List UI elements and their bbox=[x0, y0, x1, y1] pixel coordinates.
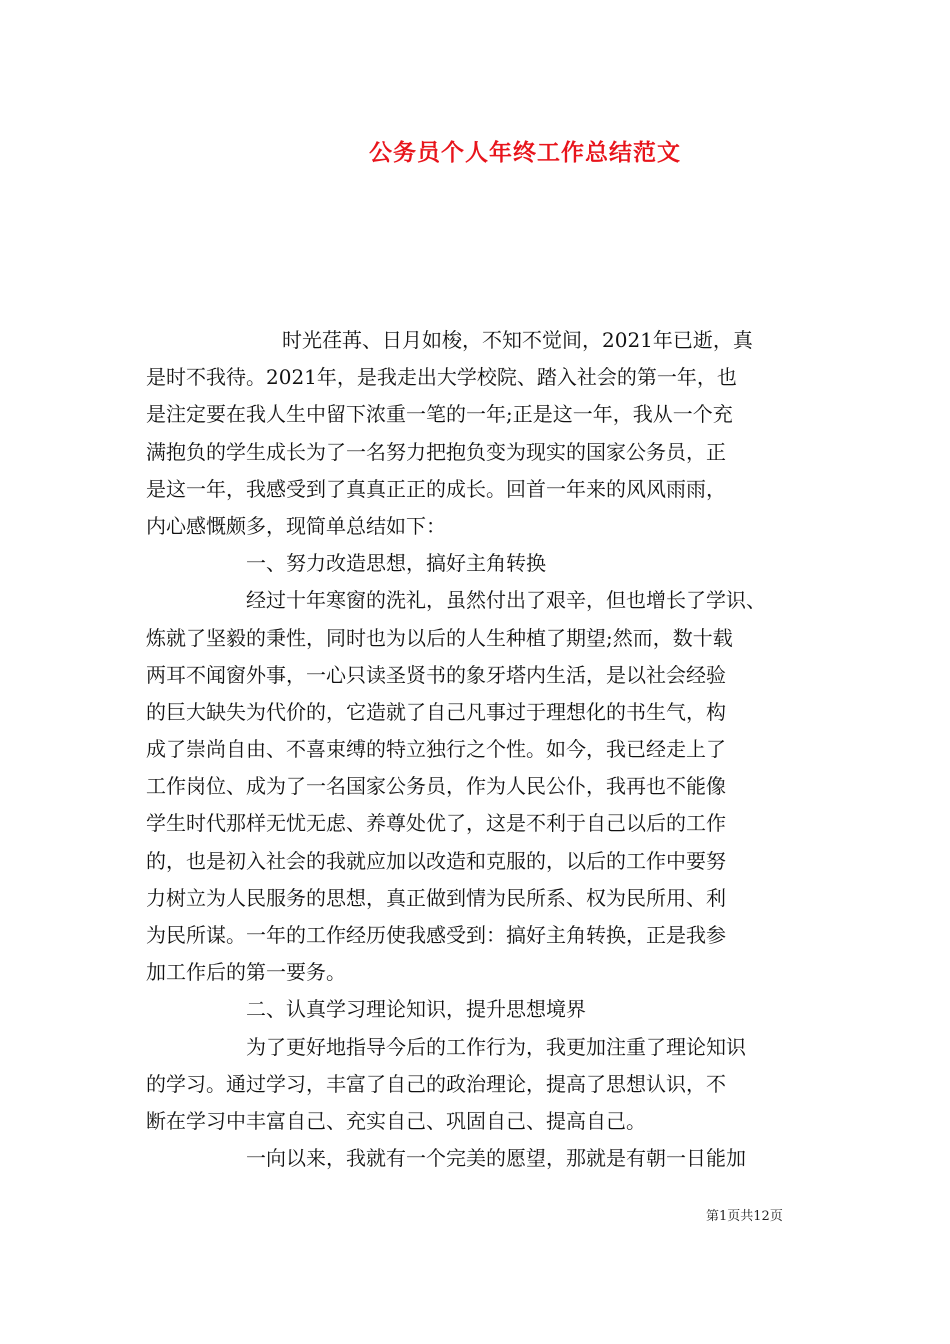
paragraph-line: 成了崇尚自由、不喜束缚的特立独行之个性。如今，我已经走上了 bbox=[146, 737, 726, 762]
paragraph-line: 的学习。通过学习，丰富了自己的政治理论，提高了思想认识，不 bbox=[146, 1071, 726, 1096]
paragraph-line: 两耳不闻窗外事，一心只读圣贤书的象牙塔内生活，是以社会经验 bbox=[146, 662, 726, 687]
paragraph-line: 经过十年寒窗的洗礼，虽然付出了艰辛，但也增长了学识、 bbox=[246, 588, 766, 613]
paragraph-line: 为了更好地指导今后的工作行为，我更加注重了理论知识 bbox=[246, 1034, 746, 1059]
paragraph-line: 工作岗位、成为了一名国家公务员，作为人民公仆，我再也不能像 bbox=[146, 774, 726, 799]
paragraph-line: 学生时代那样无忧无虑、养尊处优了，这是不利于自己以后的工作 bbox=[146, 811, 726, 836]
section-heading: 一、努力改造思想，搞好主角转换 bbox=[246, 551, 546, 576]
paragraph-line: 内心感慨颇多，现简单总结如下： bbox=[146, 513, 446, 538]
paragraph-line: 是时不我待。2021年，是我走出大学校院、踏入社会的第一年，也 bbox=[146, 365, 737, 390]
paragraph-line: 的，也是初入社会的我就应加以改造和克服的，以后的工作中要努 bbox=[146, 848, 726, 873]
paragraph-line: 是这一年，我感受到了真真正正的成长。回首一年来的风风雨雨， bbox=[146, 476, 726, 501]
paragraph-line: 的巨大缺失为代价的，它造就了自己凡事过于理想化的书生气，构 bbox=[146, 699, 726, 724]
paragraph-line: 炼就了坚毅的秉性，同时也为以后的人生种植了期望;然而，数十载 bbox=[146, 625, 733, 650]
paragraph-line: 加工作后的第一要务。 bbox=[146, 960, 346, 985]
paragraph-line: 满抱负的学生成长为了一名努力把抱负变为现实的国家公务员，正 bbox=[146, 439, 726, 464]
section-heading: 二、认真学习理论知识，提升思想境界 bbox=[246, 997, 586, 1022]
paragraph-line: 一向以来，我就有一个完美的愿望，那就是有朝一日能加 bbox=[246, 1146, 746, 1171]
paragraph-line: 力树立为人民服务的思想，真正做到情为民所系、权为民所用、利 bbox=[146, 885, 726, 910]
document-title: 公务员个人年终工作总结范文 bbox=[369, 139, 681, 166]
page-footer: 第1页共12页 bbox=[706, 1209, 783, 1224]
paragraph-line: 断在学习中丰富自己、充实自己、巩固自己、提高自己。 bbox=[146, 1108, 646, 1133]
document-body bbox=[146, 322, 806, 1177]
paragraph-line: 是注定要在我人生中留下浓重一笔的一年;正是这一年，我从一个充 bbox=[146, 402, 733, 427]
paragraph-line: 时光荏苒、日月如梭，不知不觉间，2021年已逝，真 bbox=[282, 328, 753, 352]
paragraph-line: 为民所谋。一年的工作经历使我感受到：搞好主角转换，正是我参 bbox=[146, 923, 726, 947]
